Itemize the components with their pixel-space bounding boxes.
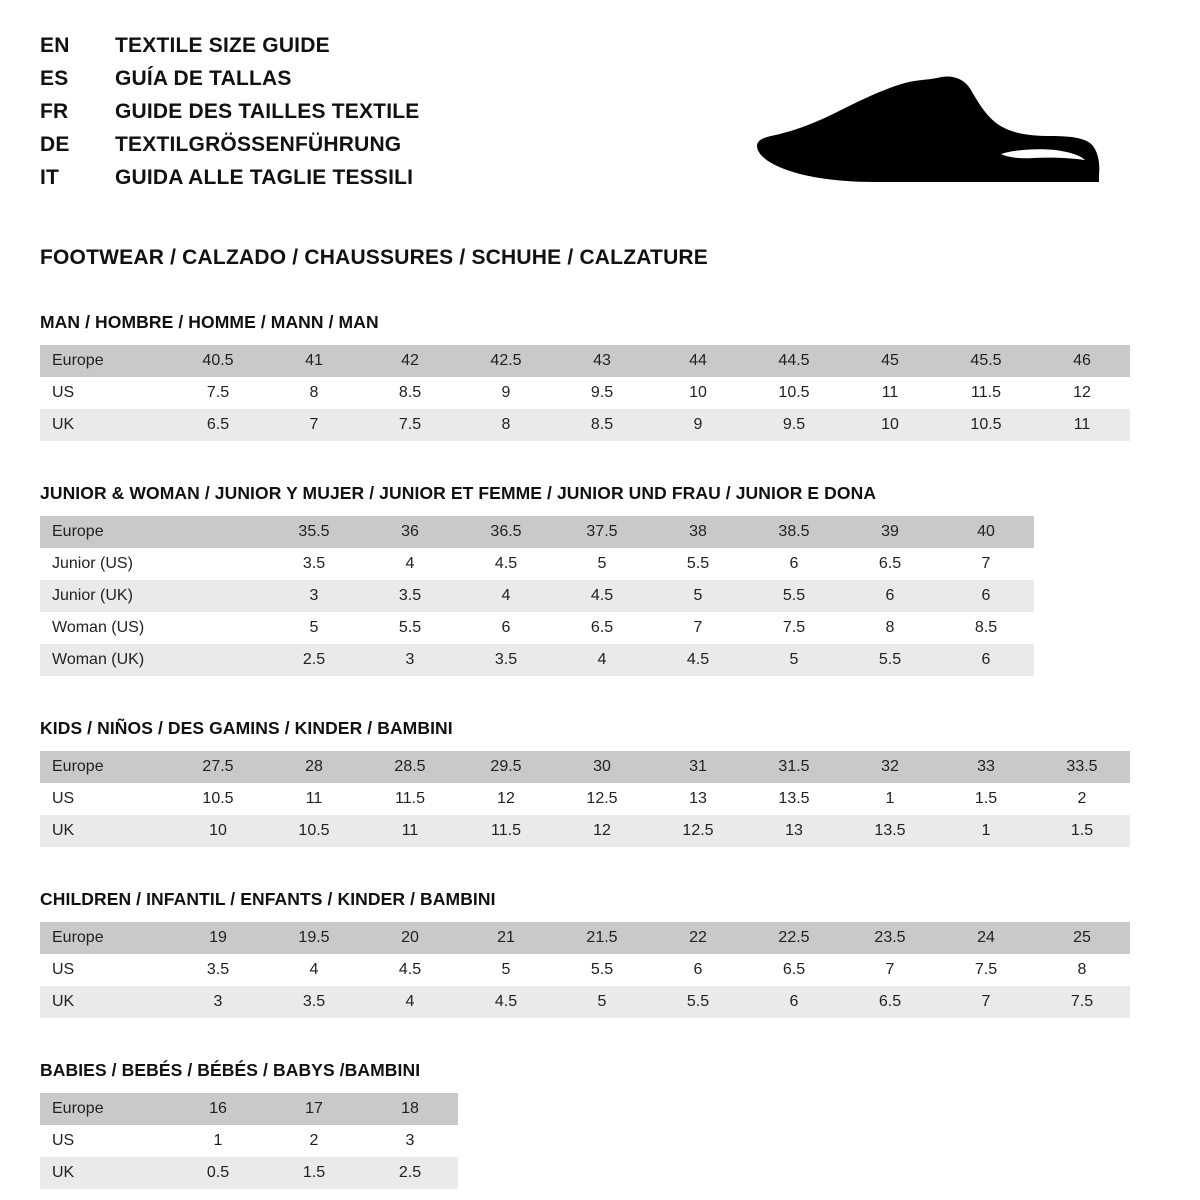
cell: 40.5 — [170, 345, 266, 377]
cell: 5 — [746, 644, 842, 676]
cell: 3.5 — [266, 986, 362, 1018]
cell: 4 — [458, 580, 554, 612]
cell: 6.5 — [842, 986, 938, 1018]
cell: 0.5 — [170, 1157, 266, 1189]
cell: 9 — [650, 409, 746, 441]
row-label: UK — [40, 815, 170, 847]
cell: 7.5 — [362, 409, 458, 441]
cell: 10 — [650, 377, 746, 409]
cell: 3 — [362, 644, 458, 676]
cell: 4 — [266, 954, 362, 986]
cell: 12 — [1034, 377, 1130, 409]
cell: 19 — [170, 922, 266, 954]
cell: 2 — [1034, 783, 1130, 815]
cell: 6 — [746, 986, 842, 1018]
row-label: Woman (US) — [40, 612, 170, 644]
cell: 1.5 — [938, 783, 1034, 815]
row-label: US — [40, 1125, 170, 1157]
table-row — [40, 548, 1034, 580]
cell: 22 — [650, 922, 746, 954]
row-label: Junior (UK) — [40, 580, 170, 612]
section-title: BABIES / BEBÉS / BÉBÉS / BABYS /BAMBINI — [40, 1060, 421, 1080]
language-code: EN — [40, 34, 70, 57]
cell: 29.5 — [458, 751, 554, 783]
cell: 17 — [266, 1093, 362, 1125]
dress-shoe-icon — [750, 62, 1110, 212]
cell: 8.5 — [938, 612, 1034, 644]
cell: 25 — [1034, 922, 1130, 954]
cell: 11.5 — [938, 377, 1034, 409]
cell: 6 — [938, 644, 1034, 676]
cell: 6 — [842, 580, 938, 612]
cell: 42 — [362, 345, 458, 377]
cell: 2.5 — [362, 1157, 458, 1189]
cell: 7 — [842, 954, 938, 986]
cell: 38 — [650, 516, 746, 548]
cell: 10.5 — [266, 815, 362, 847]
cell: 4.5 — [458, 548, 554, 580]
cell: 11.5 — [362, 783, 458, 815]
cell: 4 — [362, 986, 458, 1018]
row-label: Woman (UK) — [40, 644, 170, 676]
table-row — [40, 986, 1130, 1018]
table-row — [40, 644, 1034, 676]
cell: 36.5 — [458, 516, 554, 548]
table-row — [40, 922, 1130, 954]
cell: 38.5 — [746, 516, 842, 548]
cell: 21.5 — [554, 922, 650, 954]
cell: 5.5 — [842, 644, 938, 676]
language-title: GUIDA ALLE TAGLIE TESSILI — [115, 166, 414, 189]
cell: 11 — [266, 783, 362, 815]
cell: 6.5 — [746, 954, 842, 986]
section-title: CHILDREN / INFANTIL / ENFANTS / KINDER / BAMBINI — [40, 889, 496, 909]
cell: 30 — [554, 751, 650, 783]
cell: 18 — [362, 1093, 458, 1125]
language-title: TEXTILGRÖSSENFÜHRUNG — [115, 133, 402, 156]
language-title: GUÍA DE TALLAS — [115, 67, 292, 90]
cell: 2.5 — [266, 644, 362, 676]
cell: 6 — [938, 580, 1034, 612]
cell: 44 — [650, 345, 746, 377]
language-row — [40, 166, 419, 199]
cell: 5 — [554, 986, 650, 1018]
cell: 9.5 — [554, 377, 650, 409]
cell: 31 — [650, 751, 746, 783]
cell: 13 — [746, 815, 842, 847]
cell: 22.5 — [746, 922, 842, 954]
cell: 35.5 — [266, 516, 362, 548]
row-label: UK — [40, 986, 170, 1018]
cell: 6.5 — [842, 548, 938, 580]
cell: 7 — [938, 548, 1034, 580]
table-row — [40, 1093, 458, 1125]
cell: 41 — [266, 345, 362, 377]
cell: 6 — [650, 954, 746, 986]
language-row — [40, 100, 419, 133]
size-table-kids — [40, 751, 1130, 847]
cell: 1.5 — [266, 1157, 362, 1189]
section-title: JUNIOR & WOMAN / JUNIOR Y MUJER / JUNIOR ET FEMME / JUNIOR UND FRAU / JUNIOR E DONA — [40, 483, 877, 503]
page-header — [40, 34, 1160, 212]
table-row — [40, 815, 1130, 847]
cell: 28 — [266, 751, 362, 783]
cell: 13 — [650, 783, 746, 815]
cell: 4.5 — [362, 954, 458, 986]
cell: 8 — [842, 612, 938, 644]
cell: 10.5 — [746, 377, 842, 409]
section-children — [40, 889, 1160, 1018]
cell: 45 — [842, 345, 938, 377]
cell: 10 — [842, 409, 938, 441]
cell: 33 — [938, 751, 1034, 783]
cell: 4 — [362, 548, 458, 580]
cell: 4.5 — [650, 644, 746, 676]
cell: 7 — [650, 612, 746, 644]
cell: 1 — [842, 783, 938, 815]
cell: 11.5 — [458, 815, 554, 847]
language-code: DE — [40, 133, 70, 156]
cell: 3.5 — [170, 954, 266, 986]
cell: 6.5 — [554, 612, 650, 644]
cell: 32 — [842, 751, 938, 783]
size-table-children — [40, 922, 1130, 1018]
cell: 1 — [170, 1125, 266, 1157]
cell: 5.5 — [746, 580, 842, 612]
table-row — [40, 612, 1034, 644]
cell: 11 — [1034, 409, 1130, 441]
row-label: UK — [40, 1157, 170, 1189]
cell: 6 — [746, 548, 842, 580]
row-label: Europe — [40, 1093, 170, 1125]
cell: 39 — [842, 516, 938, 548]
cell: 8.5 — [362, 377, 458, 409]
table-row — [40, 1125, 458, 1157]
row-label: Europe — [40, 922, 170, 954]
table-row — [40, 516, 1034, 548]
cell — [170, 548, 266, 580]
cell: 1.5 — [1034, 815, 1130, 847]
cell: 4.5 — [458, 986, 554, 1018]
cell: 3.5 — [458, 644, 554, 676]
cell: 5.5 — [362, 612, 458, 644]
language-title: TEXTILE SIZE GUIDE — [115, 34, 330, 57]
cell: 3 — [266, 580, 362, 612]
cell: 9 — [458, 377, 554, 409]
table-row — [40, 1157, 458, 1189]
cell: 10.5 — [170, 783, 266, 815]
cell: 11 — [842, 377, 938, 409]
cell: 11 — [362, 815, 458, 847]
cell: 44.5 — [746, 345, 842, 377]
cell: 43 — [554, 345, 650, 377]
cell: 12.5 — [554, 783, 650, 815]
cell: 5.5 — [554, 954, 650, 986]
cell: 19.5 — [266, 922, 362, 954]
language-row — [40, 67, 419, 100]
row-label: US — [40, 954, 170, 986]
cell: 24 — [938, 922, 1034, 954]
cell: 3 — [362, 1125, 458, 1157]
cell: 2 — [266, 1125, 362, 1157]
cell: 10.5 — [938, 409, 1034, 441]
cell: 10 — [170, 815, 266, 847]
row-label: UK — [40, 409, 170, 441]
cell: 7.5 — [938, 954, 1034, 986]
cell: 8 — [458, 409, 554, 441]
cell: 7 — [266, 409, 362, 441]
section-title: KIDS / NIÑOS / DES GAMINS / KINDER / BAMBINI — [40, 718, 453, 738]
cell: 6 — [458, 612, 554, 644]
cell: 3.5 — [362, 580, 458, 612]
cell: 37.5 — [554, 516, 650, 548]
table-row — [40, 954, 1130, 986]
table-row — [40, 580, 1034, 612]
cell: 12 — [554, 815, 650, 847]
cell: 1 — [938, 815, 1034, 847]
language-title-list — [40, 34, 419, 199]
cell: 23.5 — [842, 922, 938, 954]
cell: 45.5 — [938, 345, 1034, 377]
cell: 4 — [554, 644, 650, 676]
size-table-junior-woman — [40, 516, 1034, 676]
cell: 8.5 — [554, 409, 650, 441]
cell — [170, 644, 266, 676]
cell: 27.5 — [170, 751, 266, 783]
cell: 16 — [170, 1093, 266, 1125]
section-babies — [40, 1060, 1160, 1189]
cell — [170, 580, 266, 612]
cell: 9.5 — [746, 409, 842, 441]
cell: 40 — [938, 516, 1034, 548]
table-row — [40, 409, 1130, 441]
language-code: ES — [40, 67, 69, 90]
table-row — [40, 783, 1130, 815]
language-row — [40, 34, 419, 67]
cell: 7 — [938, 986, 1034, 1018]
section-man — [40, 312, 1160, 441]
row-label: Europe — [40, 751, 170, 783]
cell: 28.5 — [362, 751, 458, 783]
cell: 21 — [458, 922, 554, 954]
table-row — [40, 345, 1130, 377]
category-title: FOOTWEAR / CALZADO / CHAUSSURES / SCHUHE / CALZATURE — [40, 246, 709, 269]
language-row — [40, 133, 419, 166]
row-label: Europe — [40, 345, 170, 377]
size-table-babies — [40, 1093, 458, 1189]
table-row — [40, 751, 1130, 783]
cell: 5 — [458, 954, 554, 986]
language-code: IT — [40, 166, 60, 189]
section-junior-woman — [40, 483, 1160, 676]
section-title: MAN / HOMBRE / HOMME / MANN / MAN — [40, 312, 379, 332]
language-code: FR — [40, 100, 69, 123]
row-label: US — [40, 783, 170, 815]
cell: 3 — [170, 986, 266, 1018]
row-label: Europe — [40, 516, 170, 548]
section-kids — [40, 718, 1160, 847]
cell: 8 — [1034, 954, 1130, 986]
cell: 12 — [458, 783, 554, 815]
cell: 8 — [266, 377, 362, 409]
cell: 5.5 — [650, 986, 746, 1018]
cell — [170, 516, 266, 548]
cell: 20 — [362, 922, 458, 954]
cell: 7.5 — [1034, 986, 1130, 1018]
cell: 36 — [362, 516, 458, 548]
table-row — [40, 377, 1130, 409]
cell: 13.5 — [842, 815, 938, 847]
cell: 33.5 — [1034, 751, 1130, 783]
cell: 5 — [554, 548, 650, 580]
cell: 5 — [650, 580, 746, 612]
cell: 7.5 — [746, 612, 842, 644]
row-label: Junior (US) — [40, 548, 170, 580]
cell: 31.5 — [746, 751, 842, 783]
cell — [170, 612, 266, 644]
cell: 46 — [1034, 345, 1130, 377]
cell: 42.5 — [458, 345, 554, 377]
cell: 4.5 — [554, 580, 650, 612]
cell: 6.5 — [170, 409, 266, 441]
cell: 3.5 — [266, 548, 362, 580]
cell: 5.5 — [650, 548, 746, 580]
cell: 5 — [266, 612, 362, 644]
cell: 12.5 — [650, 815, 746, 847]
size-table-man — [40, 345, 1130, 441]
cell: 7.5 — [170, 377, 266, 409]
cell: 13.5 — [746, 783, 842, 815]
language-title: GUIDE DES TAILLES TEXTILE — [115, 100, 420, 123]
row-label: US — [40, 377, 170, 409]
